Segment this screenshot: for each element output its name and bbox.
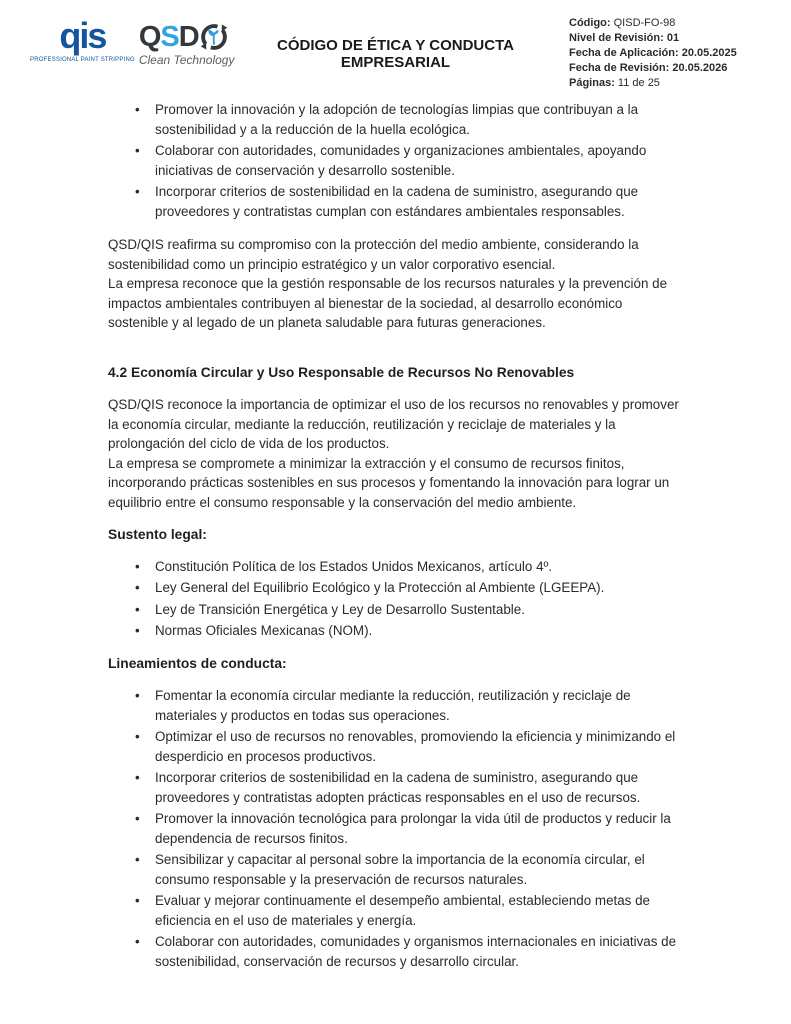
meta-value: 20.05.2026 xyxy=(672,62,728,74)
meta-row xyxy=(569,46,781,61)
bullet-icon xyxy=(135,182,155,221)
qis-wordmark: qis xyxy=(59,15,106,56)
bullet-item xyxy=(108,809,685,848)
bullet-icon xyxy=(135,141,155,180)
legal-bullet-list xyxy=(108,557,685,641)
bullet-text: Sensibilizar y capacitar al personal sobre la importancia de la economía circular, el consumo responsable y la preservación de recursos naturales. xyxy=(155,852,645,887)
bullet-text: Promover la innovación y la adopción de tecnologías limpias que contribuyan a la sostenibilidad y a la reducción de la huella ecológica. xyxy=(155,102,639,137)
bullet-icon xyxy=(135,600,155,620)
bullet-text: Ley de Transición Energética y Ley de Desarrollo Sustentable. xyxy=(155,601,525,617)
circular-paragraphs xyxy=(108,395,685,512)
meta-label: Código : xyxy=(569,17,614,29)
bullet-item xyxy=(108,182,685,221)
bullet-text: Colaborar con autoridades, comunidades y organizaciones ambientales, apoyando iniciativas de conservación y desarrollo sostenible. xyxy=(155,143,647,178)
bullet-item xyxy=(108,557,685,577)
meta-row xyxy=(569,61,781,76)
bullet-item xyxy=(108,686,685,725)
qsd-logo xyxy=(139,22,235,67)
conduct-bullet-list xyxy=(108,686,685,971)
legal-heading: Sustento legal: xyxy=(108,527,207,542)
document-body xyxy=(0,88,791,971)
bullet-text: Evaluar y mejorar continuamente el desempeño ambiental, estableciendo metas de eficiencia en el uso de materiales y energía. xyxy=(155,893,650,928)
document-title: CÓDIGO DE ÉTICA Y CONDUCTA EMPRESARIAL xyxy=(277,37,514,71)
logo-group xyxy=(30,12,235,67)
qsd-wordmark: QSD xyxy=(138,21,199,53)
meta-label: Páginas : xyxy=(569,77,618,89)
environment-paragraphs xyxy=(108,235,685,333)
bullet-icon xyxy=(135,686,155,725)
bullet-item xyxy=(108,727,685,766)
bullet-icon xyxy=(135,100,155,139)
meta-label: Fecha de Aplicación : xyxy=(569,47,682,59)
meta-label: Nivel de Revisión : xyxy=(569,32,667,44)
bullet-text: Incorporar criterios de sostenibilidad en la cadena de suministro, asegurando que proveedores y contratistas adopten prácticas responsables en el uso de recursos. xyxy=(155,770,641,805)
bullet-text: Incorporar criterios de sostenibilidad en la cadena de suministro, asegurando que proveedores y contratistas cumplan con estándares ambientales responsables. xyxy=(155,184,639,219)
bullet-icon xyxy=(135,727,155,766)
paragraph: La empresa reconoce que la gestión responsable de los recursos naturales y la prevención de impactos ambientales contribuyen al bienestar de la sociedad, al desarrollo económico sostenible y al legado de un planeta saludable para futuras generaciones. xyxy=(108,276,668,330)
bullet-item xyxy=(108,891,685,930)
paragraph: QSD/QIS reconoce la importancia de optimizar el uso de los recursos no renovables y promover la economía circular, mediante la reducción, reutilización y reciclaje de materiales y la prolongación del ciclo de vida de los productos. xyxy=(108,397,679,451)
paragraph: QSD/QIS reafirma su compromiso con la protección del medio ambiente, considerando la sostenibilidad como un principio estratégico y un valor corporativo esencial. xyxy=(108,237,639,272)
document-header xyxy=(0,0,791,88)
bullet-text: Optimizar el uso de recursos no renovables, promoviendo la eficiencia y minimizando el desperdicio en procesos productivos. xyxy=(155,729,676,764)
bullet-item xyxy=(108,850,685,889)
conduct-heading: Lineamientos de conducta: xyxy=(108,655,287,671)
bullet-item xyxy=(108,600,685,620)
meta-value: 01 xyxy=(666,32,680,44)
bullet-icon xyxy=(135,809,155,848)
bullet-item xyxy=(108,932,685,971)
meta-value: QISD-FO-98 xyxy=(613,17,676,29)
bullet-item xyxy=(108,578,685,598)
bullet-text: Fomentar la economía circular mediante la reducción, reutilización y reciclaje de materiales y productos en todas sus operaciones. xyxy=(155,688,631,723)
bullet-icon xyxy=(135,578,155,598)
qsd-wordmark-row xyxy=(139,22,235,52)
paragraph: La empresa se compromete a minimizar la extracción y el consumo de recursos finitos, incorporando prácticas sostenibles en sus procesos y fomentando la innovación para lograr un equilibrio entre el consumo responsable y la conservación del medio ambiente. xyxy=(108,455,670,510)
section-heading: 4.2 Economía Circular y Uso Responsable de Recursos No Renovables xyxy=(108,364,575,380)
bullet-icon xyxy=(135,932,155,971)
meta-row xyxy=(569,76,781,91)
document-meta-block xyxy=(569,12,781,91)
bullet-text: Normas Oficiales Mexicanas (NOM). xyxy=(155,623,373,638)
bullet-item xyxy=(108,768,685,807)
bullet-text: Promover la innovación tecnológica para prolongar la vida útil de productos y reducir la dependencia de recursos finitos. xyxy=(155,811,671,846)
bullet-text: Colaborar con autoridades, comunidades y organismos internacionales en iniciativas de sostenibilidad, conservación de recursos y desarrollo circular. xyxy=(155,934,677,969)
qsd-tagline: Clean Technology xyxy=(138,53,235,67)
bullet-text: Constitución Política de los Estados Unidos Mexicanos, artículo 4º. xyxy=(155,558,553,574)
bullet-icon xyxy=(135,621,155,641)
meta-row xyxy=(569,31,781,46)
bullet-icon xyxy=(135,557,155,577)
bullet-item xyxy=(108,621,685,641)
bullet-icon xyxy=(135,768,155,807)
bullet-item xyxy=(108,141,685,180)
bullet-item xyxy=(108,100,685,139)
meta-row xyxy=(569,16,781,31)
bullet-icon xyxy=(135,891,155,930)
intro-bullet-list xyxy=(108,100,685,221)
meta-value: 20.05.2025 xyxy=(681,47,737,59)
meta-label: Fecha de Revisión : xyxy=(569,62,672,74)
meta-value: 11 de 25 xyxy=(617,77,660,89)
bullet-icon xyxy=(135,850,155,889)
qis-logo xyxy=(30,12,135,63)
qis-tagline: PROFESSIONAL PAINT STRIPPING xyxy=(30,57,135,63)
bullet-text: Ley General del Equilibrio Ecológico y la Protección al Ambiente (LGEEPA). xyxy=(155,580,605,595)
